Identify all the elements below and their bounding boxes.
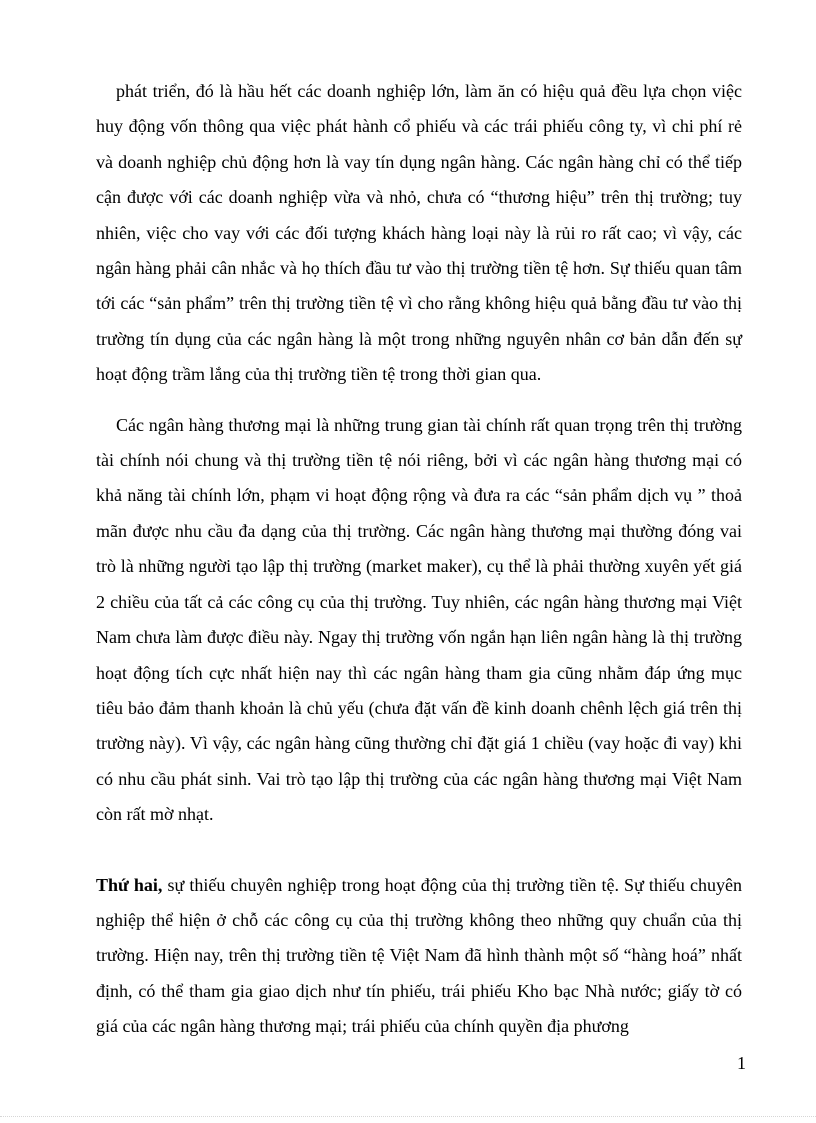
paragraph-3 [96, 868, 742, 1045]
paragraph-3-lead: Thứ hai, [96, 874, 163, 895]
document-body [96, 74, 742, 1045]
paragraph-3-text: sự thiếu chuyên nghiệp trong hoạt động của thị trường tiền tệ. Sự thiếu chuyên nghiệp thể hiện ở chỗ các công cụ của thị trường không theo những quy chuẩn của thị trường. Hiện nay, trên thị trường tiền tệ Việt Nam đã hình thành một số “hàng hoá” nhất định, có thể tham gia giao dịch như tín phiếu, trái phiếu Kho bạc Nhà nước; giấy tờ có giá của các ngân hàng thương mại; trái phiếu của chính quyền địa phương [96, 874, 742, 1037]
page-number: 1 [737, 1053, 746, 1073]
paragraph-2: Các ngân hàng thương mại là những trung gian tài chính rất quan trọng trên thị trường tài chính nói chung và thị trường tiền tệ nói riêng, bởi vì các ngân hàng thương mại có khả năng tài chính lớn, phạm vi hoạt động rộng và đưa ra các “sản phẩm dịch vụ ” thoả mãn được nhu cầu đa dạng của thị trường. Các ngân hàng thương mại thường đóng vai trò là những người tạo lập thị trường (market maker), cụ thể là phải thường xuyên yết giá 2 chiều của tất cả các công cụ của thị trường. Tuy nhiên, các ngân hàng thương mại Việt Nam chưa làm được điều này. Ngay thị trường vốn ngắn hạn liên ngân hàng là thị trường hoạt động tích cực nhất hiện nay thì các ngân hàng tham gia cũng nhằm đáp ứng mục tiêu bảo đảm thanh khoản là chủ yếu (chưa đặt vấn đề kinh doanh chênh lệch giá trên thị trường này). Vì vậy, các ngân hàng cũng thường chỉ đặt giá 1 chiều (vay hoặc đi vay) khi có nhu cầu phát sinh. Vai trò tạo lập thị trường của các ngân hàng thương mại Việt Nam còn rất mờ nhạt. [96, 414, 742, 825]
paragraph-1: phát triển, đó là hầu hết các doanh nghiệp lớn, làm ăn có hiệu quả đều lựa chọn việc huy động vốn thông qua việc phát hành cổ phiếu và các trái phiếu công ty, vì chi phí rẻ và doanh nghiệp chủ động hơn là vay tín dụng ngân hàng. Các ngân hàng chỉ có thể tiếp cận được với các doanh nghiệp vừa và nhỏ, chưa có “thương hiệu” trên thị trường; tuy nhiên, việc cho vay với các đối tượng khách hàng loại này là rủi ro rất cao; vì vậy, các ngân hàng phải cân nhắc và họ thích đầu tư vào thị trường tiền tệ hơn. Sự thiếu quan tâm tới các “sản phẩm” trên thị trường tiền tệ vì cho rằng không hiệu quả bằng đầu tư vào thị trường tín dụng của các ngân hàng là một trong những nguyên nhân cơ bản dẫn đến sự hoạt động trầm lắng của thị trường tiền tệ trong thời gian qua. [96, 81, 742, 385]
page-bottom-divider [0, 1116, 816, 1117]
